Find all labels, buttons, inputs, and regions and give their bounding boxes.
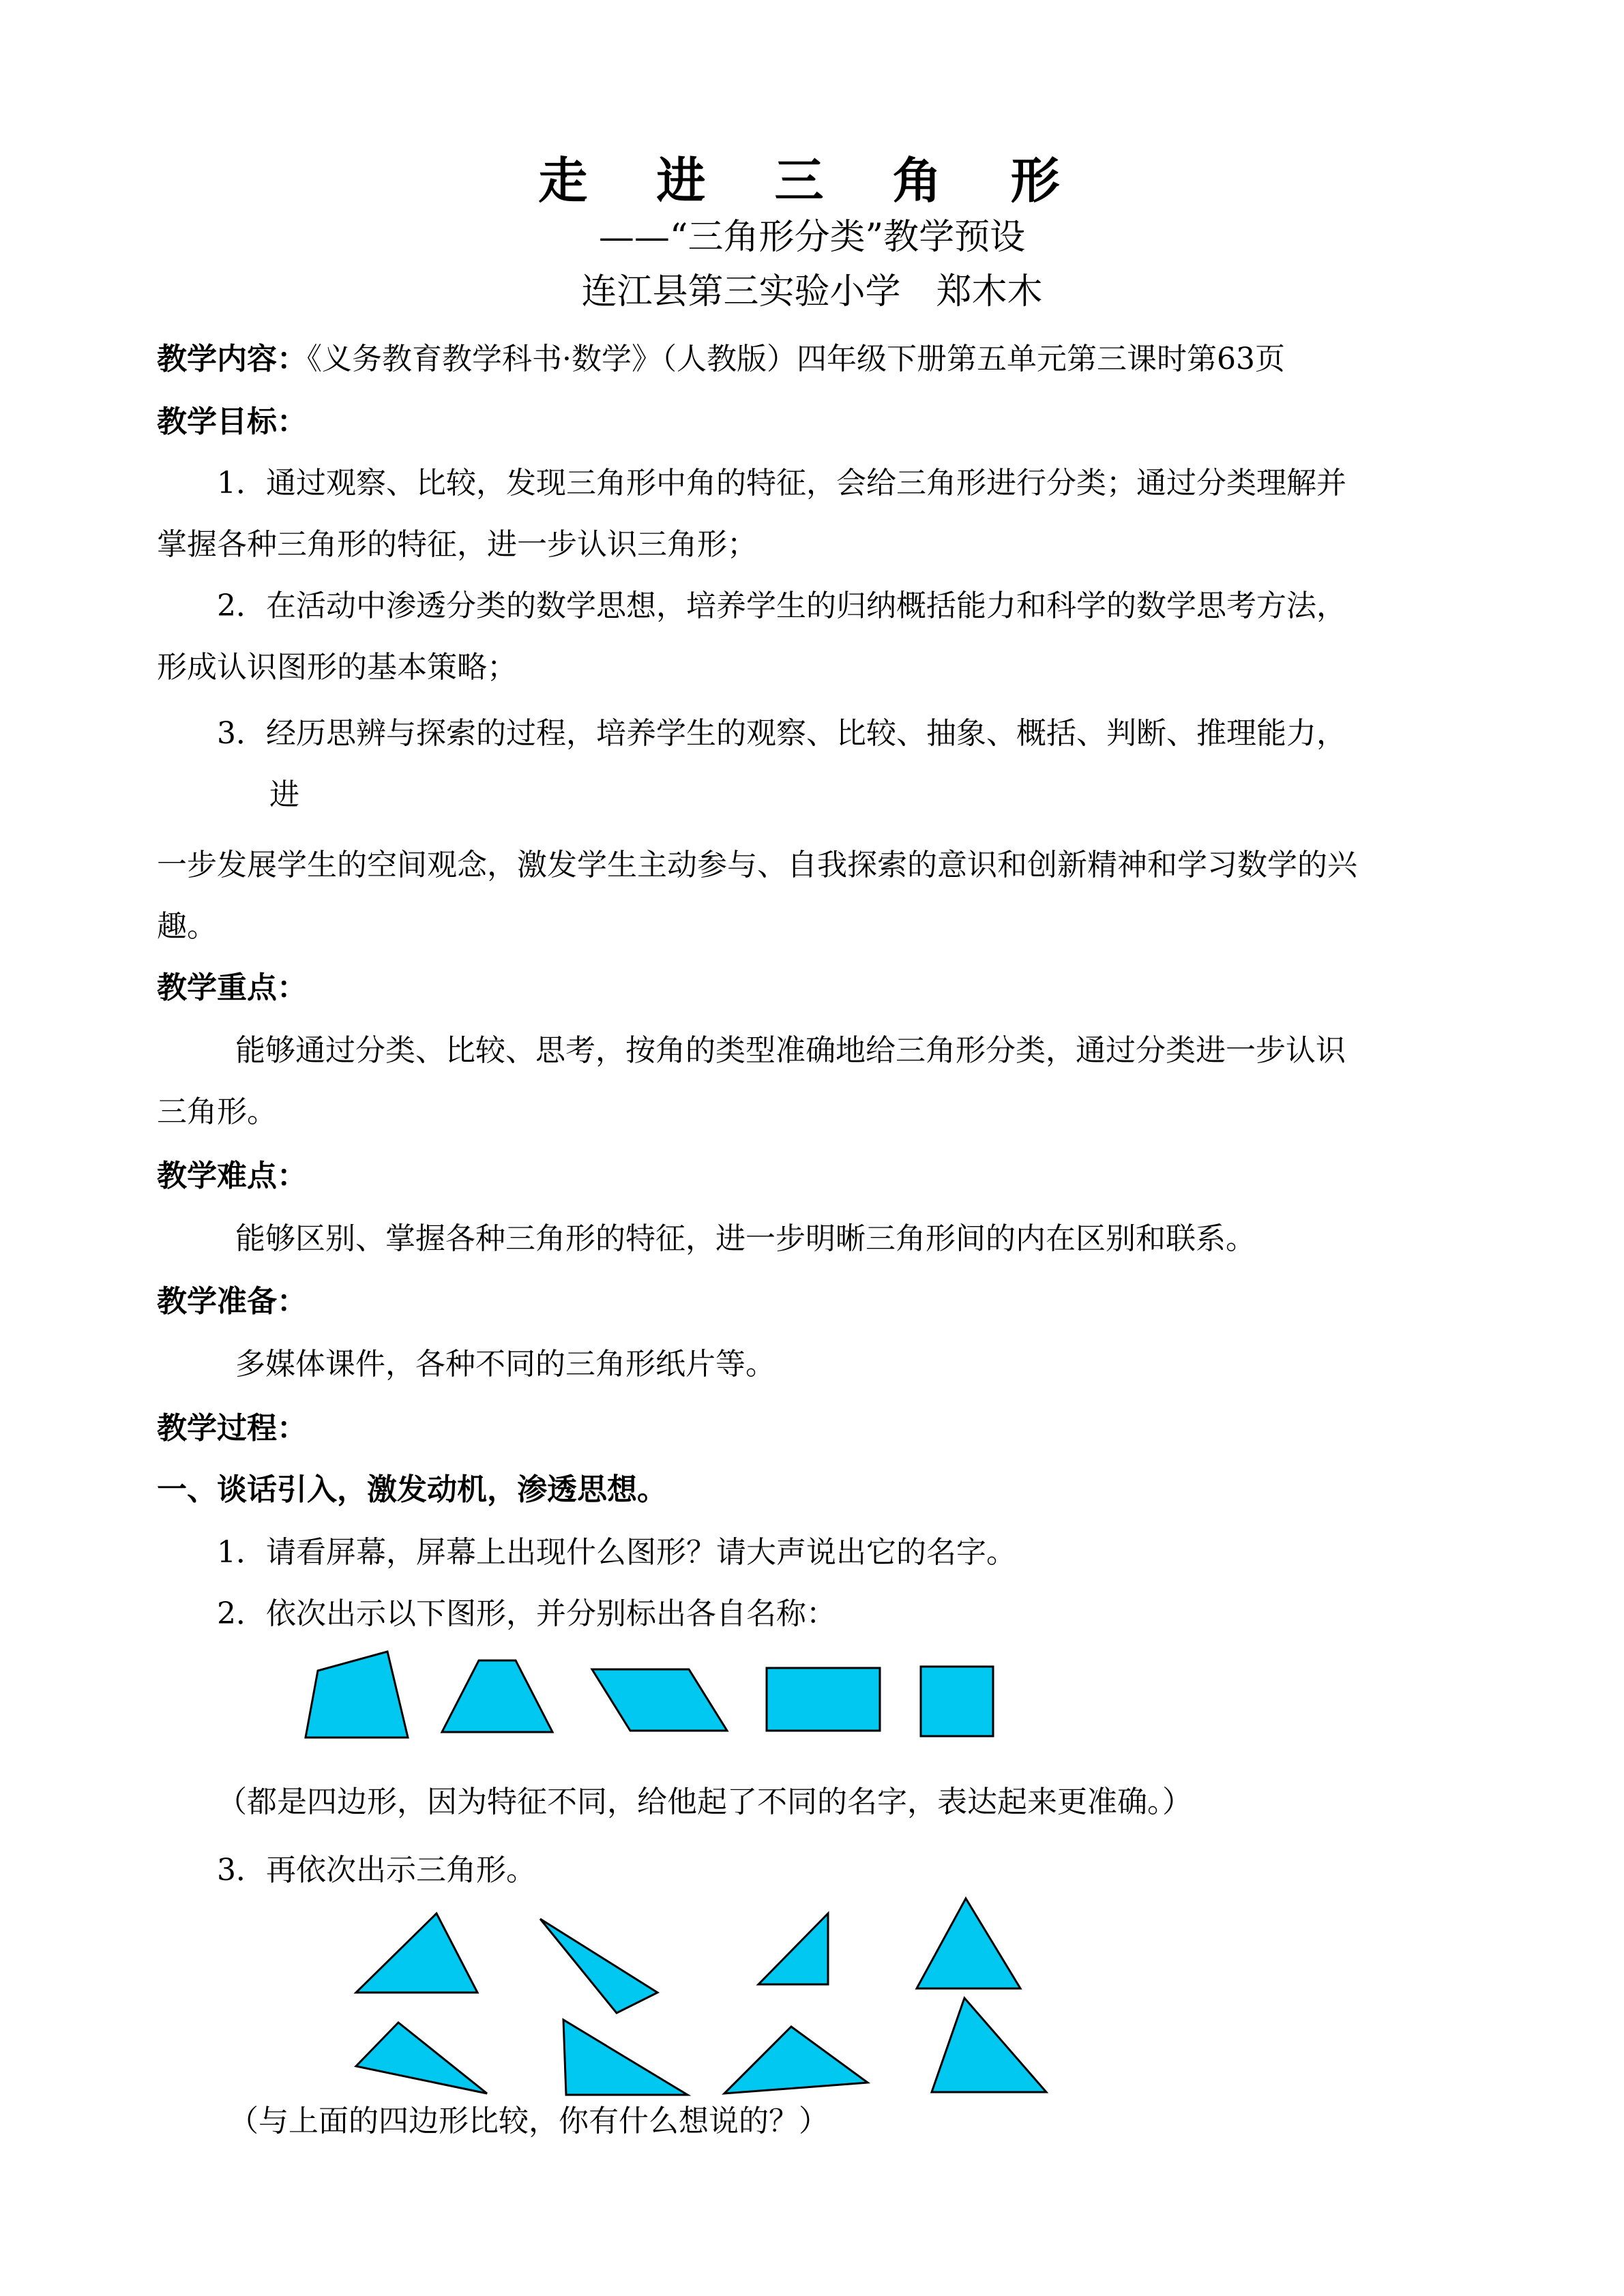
section-1-heading: 一、谈话引入，激发动机，渗透思想。 [157,1472,667,1507]
preparation-line-1: 多媒体课件，各种不同的三角形纸片等。 [235,1347,776,1382]
trapezoid [442,1660,552,1732]
objective-1-line-1: 1．通过观察、比较，发现三角形中角的特征，会给三角形进行分类；通过分类理解并 [217,466,1346,501]
difficulties-line-1: 能够区别、掌握各种三角形的特征，进一步明晰三角形间的内在区别和联系。 [235,1221,1256,1256]
process-heading: 教学过程： [157,1411,307,1446]
triangle-6 [563,2020,688,2095]
triangle-2 [540,1919,658,2013]
step-2: 2．依次出示以下图形，并分别标出各自名称： [217,1596,836,1631]
triangle-7 [724,2027,868,2093]
irregular-quadrilateral [306,1652,408,1738]
triangle-1 [356,1913,477,1993]
objective-3-line-4: 趣。 [157,909,217,944]
triangle-3 [758,1913,828,1984]
page-title: 走 进 三 角 形 [538,152,1086,209]
triangle-5 [356,2023,487,2093]
difficulties-heading: 教学难点： [157,1159,307,1193]
preparation-heading: 教学准备： [157,1284,307,1319]
square [921,1667,993,1736]
page-subtitle: ——“三角形分类”教学预设 [598,217,1026,258]
rectangle [767,1668,880,1731]
step-3: 3．再依次出示三角形。 [217,1853,536,1888]
author-line: 连江县第三实验小学 郑木木 [581,271,1043,312]
note-triangles: （与上面的四边形比较，你有什么想说的？） [228,2104,829,2138]
teaching-content-label: 教学内容： [157,342,307,376]
objective-3-line-2: 进 [269,777,299,812]
objective-3-line-3: 一步发展学生的空间观念，激发学生主动参与、自我探索的意识和创新精神和学习数学的兴 [157,848,1357,882]
key-points-line-1: 能够通过分类、比较、思考，按角的类型准确地给三角形分类，通过分类进一步认识 [235,1033,1346,1068]
objective-1-line-2: 掌握各种三角形的特征，进一步认识三角形； [157,527,757,562]
objectives-heading: 教学目标： [157,404,307,439]
objective-2-line-1: 2．在活动中渗透分类的数学思想，培养学生的归纳概括能力和科学的数学思考方法， [217,588,1346,623]
teaching-content-text: 《义务教育教学科书·数学》（人教版）四年级下册第五单元第三课时第63页 [307,342,1285,376]
key-points-line-2: 三角形。 [157,1094,277,1129]
objective-2-line-2: 形成认识图形的基本策略； [157,650,517,685]
note-quadrilaterals: （都是四边形，因为特征不同，给他起了不同的名字，表达起来更准确。） [217,1785,1192,1819]
triangle-8 [932,1998,1046,2092]
parallelogram [592,1669,727,1731]
objective-3-line-1: 3．经历思辨与探索的过程，培养学生的观察、比较、抽象、概括、判断、推理能力， [217,716,1346,751]
key-points-heading: 教学重点： [157,970,307,1005]
triangle-4 [917,1898,1020,1988]
step-1: 1．请看屏幕，屏幕上出现什么图形？请大声说出它的名字。 [217,1535,1016,1570]
